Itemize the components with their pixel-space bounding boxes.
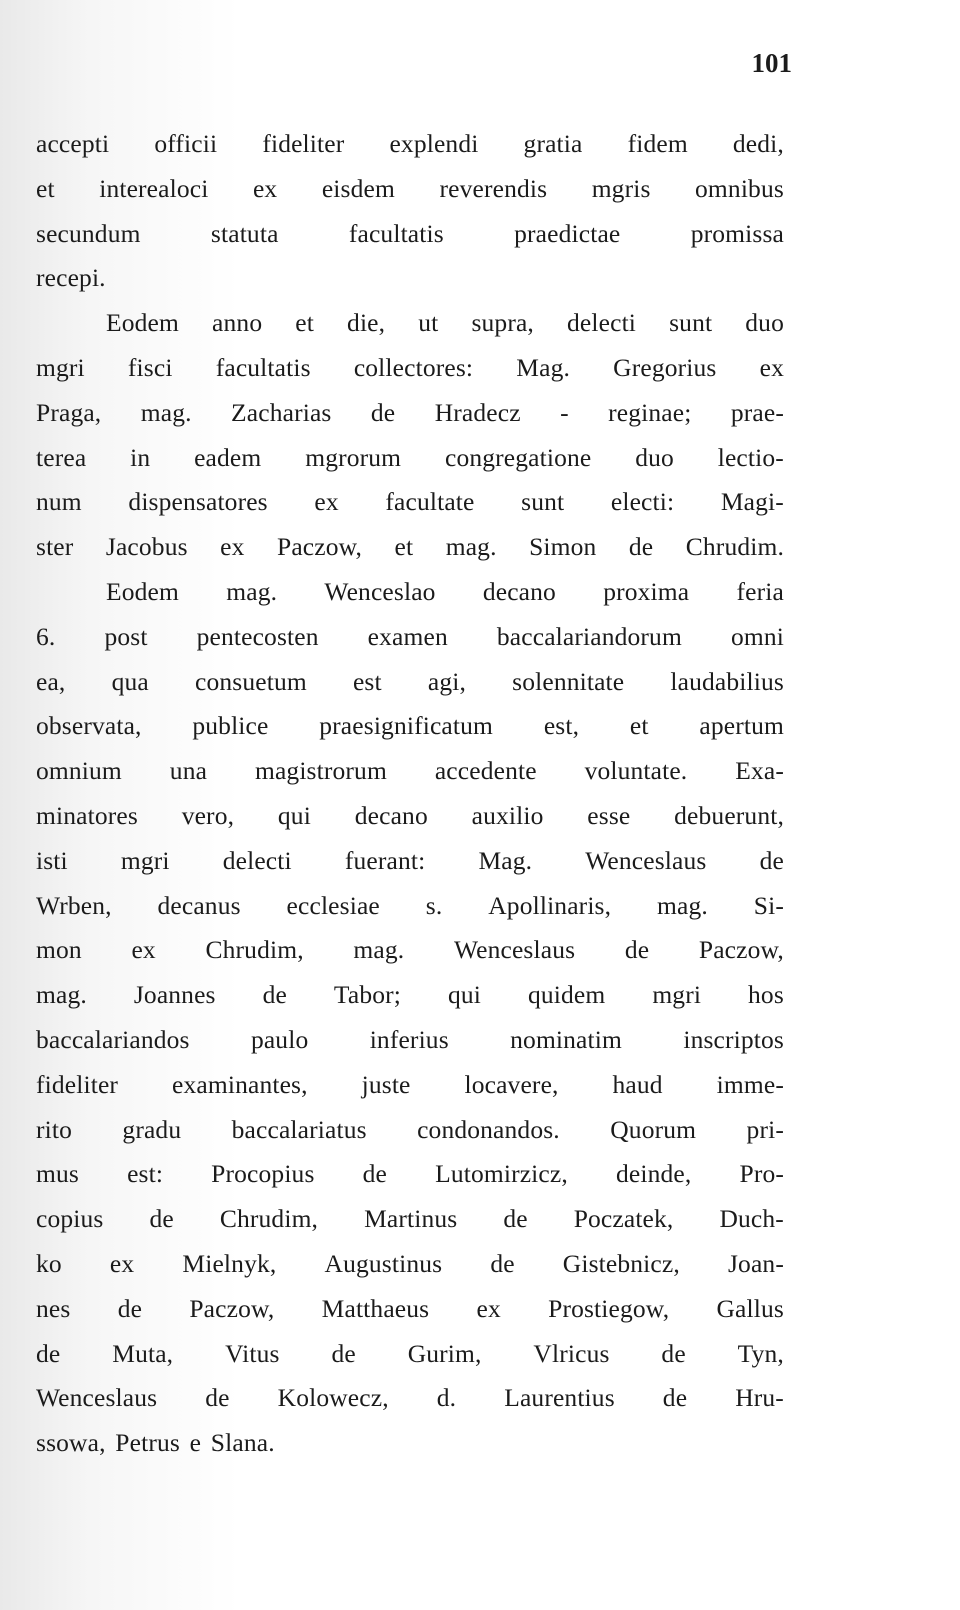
word: Gallus xyxy=(716,1293,784,1323)
word: dispensatores xyxy=(128,487,268,517)
word: consuetum xyxy=(195,666,307,696)
word: delecti xyxy=(222,845,292,875)
word: explendi xyxy=(389,129,479,158)
word: observata, xyxy=(36,711,142,741)
word: reverendis xyxy=(439,173,548,203)
word: vero, xyxy=(181,800,235,830)
word: congregatione xyxy=(444,442,592,472)
word: Gistebnicz, xyxy=(562,1248,680,1278)
text-line xyxy=(36,167,784,212)
word: facultatis xyxy=(348,218,444,248)
word: de xyxy=(362,1159,387,1189)
word: laudabilius xyxy=(670,666,784,696)
word: Wenceslao xyxy=(324,576,436,606)
word: ster xyxy=(36,532,74,562)
word: decano xyxy=(482,576,556,606)
word: est xyxy=(352,666,382,696)
word: quidem xyxy=(527,980,606,1010)
word: praedictae xyxy=(514,218,621,248)
word: facultate xyxy=(385,487,475,517)
word: officii xyxy=(154,129,218,158)
word: Mag. xyxy=(516,352,570,382)
word: recepi. xyxy=(36,263,106,293)
word: deinde, xyxy=(615,1159,692,1189)
word: mag. xyxy=(36,980,87,1010)
word: terea xyxy=(36,442,87,472)
word: Tyn, xyxy=(737,1338,784,1368)
word: ex xyxy=(131,935,156,965)
word: ex xyxy=(109,1248,135,1278)
word: gratia xyxy=(523,129,583,158)
word: isti xyxy=(36,845,68,875)
word: d. xyxy=(436,1383,457,1413)
word: et xyxy=(295,308,314,338)
word: Wenceslaus xyxy=(453,935,576,965)
text-line xyxy=(36,301,784,346)
word: eadem xyxy=(194,442,262,472)
word: Paczow, xyxy=(189,1293,275,1323)
word: Wrben, xyxy=(36,890,112,920)
word: Joannes xyxy=(133,980,216,1010)
word: et xyxy=(629,711,649,741)
word: publice xyxy=(192,711,269,741)
word: mag. xyxy=(226,576,278,606)
word: mgri xyxy=(120,845,170,875)
word: Si- xyxy=(753,890,784,920)
word: ssowa, xyxy=(36,1428,106,1458)
word: sunt xyxy=(669,308,713,338)
word: Tabor; xyxy=(333,980,402,1010)
word: mgris xyxy=(591,173,651,203)
text-line xyxy=(36,1063,784,1108)
word: Eodem xyxy=(106,308,179,338)
word: inscriptos xyxy=(683,1024,784,1054)
word: secundum xyxy=(36,218,141,248)
word: omni xyxy=(730,621,784,651)
word: paulo xyxy=(250,1024,309,1054)
text-line xyxy=(36,839,784,884)
word: Pro- xyxy=(739,1159,784,1189)
word: ut xyxy=(418,308,439,338)
text-line xyxy=(36,212,784,257)
word: qua xyxy=(111,666,149,696)
word: de xyxy=(117,1293,143,1323)
word: Poczatek, xyxy=(573,1204,674,1234)
word: mgrorum xyxy=(305,442,402,472)
text-line xyxy=(36,1421,784,1466)
word: de xyxy=(759,845,784,875)
word: de xyxy=(628,532,654,562)
word: magistrorum xyxy=(254,756,387,786)
word: Vlricus xyxy=(533,1338,610,1368)
word: fisci xyxy=(127,352,173,382)
word: Hradecz xyxy=(434,397,521,427)
word: qui xyxy=(447,980,482,1010)
word: in xyxy=(130,442,151,472)
word: Quorum xyxy=(610,1114,697,1144)
word: mag. xyxy=(445,532,497,562)
word: prae- xyxy=(730,397,784,427)
word: esse xyxy=(587,800,631,830)
word: Wenceslaus xyxy=(36,1383,158,1413)
word: accepti xyxy=(36,129,110,158)
word: baccalariandorum xyxy=(496,621,682,651)
word: est: xyxy=(127,1159,164,1189)
word: est, xyxy=(543,711,580,741)
text-line xyxy=(36,660,784,705)
word: Matthaeus xyxy=(321,1293,430,1323)
word: fideliter xyxy=(262,129,345,158)
word: Hru- xyxy=(735,1383,784,1413)
word: inferius xyxy=(369,1024,449,1054)
word: ex xyxy=(220,532,245,562)
word: mgri xyxy=(36,352,85,382)
word: Prostiegow, xyxy=(548,1293,670,1323)
word: fuerant: xyxy=(344,845,426,875)
word: Paczow, xyxy=(277,532,363,562)
word: post xyxy=(104,621,148,651)
word: minatores xyxy=(36,800,138,830)
word: de xyxy=(205,1383,230,1413)
word: de xyxy=(36,1338,61,1368)
text-line xyxy=(36,122,784,167)
word: auxilio xyxy=(471,800,544,830)
word: ex xyxy=(314,487,339,517)
word: pentecosten xyxy=(196,621,319,651)
text-line xyxy=(36,346,784,391)
word: una xyxy=(169,756,208,786)
word: Magi- xyxy=(720,487,784,517)
word: Eodem xyxy=(106,576,179,606)
word: collectores: xyxy=(353,352,474,382)
text-line xyxy=(36,928,784,973)
page-number: 101 xyxy=(751,48,792,78)
word: facultatis xyxy=(215,352,311,382)
word: et xyxy=(36,173,55,203)
word: solennitate xyxy=(512,666,625,696)
word: condonandos. xyxy=(417,1114,560,1144)
word: Wenceslaus xyxy=(585,845,707,875)
word: supra, xyxy=(471,308,534,338)
word: ea, xyxy=(36,666,66,696)
word: Vitus xyxy=(225,1338,280,1368)
word: s. xyxy=(425,890,443,920)
word: ecclesiae xyxy=(286,890,380,920)
word: Slana. xyxy=(210,1428,275,1458)
word: Mag. xyxy=(478,845,533,875)
word: decanus xyxy=(157,890,241,920)
text-line xyxy=(36,480,784,525)
word: reginae; xyxy=(608,397,692,427)
text-line xyxy=(36,256,784,301)
word: baccalariandos xyxy=(36,1024,190,1054)
word: et xyxy=(394,532,414,562)
word: die, xyxy=(347,308,386,338)
word: imme- xyxy=(716,1069,784,1099)
word: omnibus xyxy=(695,173,784,203)
text-line xyxy=(36,1332,784,1377)
word: ex xyxy=(759,352,784,382)
word: eisdem xyxy=(321,173,395,203)
word: sunt xyxy=(521,487,565,517)
word: nes xyxy=(36,1293,71,1323)
text-line xyxy=(36,1242,784,1287)
body-text xyxy=(36,122,784,1466)
word: Mielnyk, xyxy=(182,1248,277,1278)
word: Muta, xyxy=(112,1338,174,1368)
word: Gurim, xyxy=(407,1338,482,1368)
word: de xyxy=(490,1248,515,1278)
word: Duch- xyxy=(719,1204,784,1234)
word: Laurentius xyxy=(504,1383,615,1413)
word: proxima xyxy=(603,576,690,606)
word: duo xyxy=(745,308,784,338)
word: Kolowecz, xyxy=(277,1383,389,1413)
word: 6. xyxy=(36,621,56,651)
word: examinantes, xyxy=(172,1069,308,1099)
word: debuerunt, xyxy=(674,800,784,830)
text-line xyxy=(36,973,784,1018)
text-line xyxy=(36,570,784,615)
word: Jacobus xyxy=(105,532,188,562)
word: ko xyxy=(36,1248,62,1278)
word: de xyxy=(503,1204,528,1234)
word: Exa- xyxy=(735,756,784,786)
text-line xyxy=(36,704,784,749)
text-line xyxy=(36,1152,784,1197)
text-line xyxy=(36,1018,784,1063)
word: Lutomirzicz, xyxy=(435,1159,568,1189)
word: mag. xyxy=(140,397,192,427)
text-line xyxy=(36,1287,784,1332)
word: locavere, xyxy=(464,1069,559,1099)
word: e xyxy=(189,1428,202,1458)
word: de xyxy=(370,397,396,427)
text-line xyxy=(36,1197,784,1242)
word: voluntate. xyxy=(584,756,688,786)
word: agi, xyxy=(427,666,467,696)
word: statuta xyxy=(210,218,279,248)
word: haud xyxy=(612,1069,663,1099)
word: de xyxy=(624,935,650,965)
word: Paczow, xyxy=(698,935,784,965)
word: nominatim xyxy=(510,1024,622,1054)
text-line xyxy=(36,884,784,929)
text-line xyxy=(36,525,784,570)
word: Zacharias xyxy=(231,397,332,427)
word: decano xyxy=(354,800,428,830)
word: de xyxy=(331,1338,356,1368)
word: Procopius xyxy=(211,1159,315,1189)
word: Apollinaris, xyxy=(488,890,612,920)
word: Simon xyxy=(529,532,597,562)
word: Chrudim, xyxy=(205,935,304,965)
text-line xyxy=(36,1376,784,1421)
word: omnium xyxy=(36,756,122,786)
word: accedente xyxy=(434,756,537,786)
word: interealoci xyxy=(99,173,209,203)
text-line xyxy=(36,436,784,481)
word: lectio- xyxy=(717,442,784,472)
word: fideliter xyxy=(36,1069,119,1099)
word: Martinus xyxy=(364,1204,458,1234)
word: de xyxy=(662,1383,688,1413)
word: mon xyxy=(36,935,82,965)
word: Praga, xyxy=(36,397,102,427)
text-line xyxy=(36,749,784,794)
word: qui xyxy=(277,800,311,830)
word: electi: xyxy=(610,487,675,517)
word: mag. xyxy=(353,935,405,965)
word: hos xyxy=(748,980,784,1010)
word: delecti xyxy=(567,308,637,338)
word: - xyxy=(560,397,569,427)
word: rito xyxy=(36,1114,73,1144)
word: feria xyxy=(736,576,784,606)
word: Chrudim, xyxy=(219,1204,319,1234)
word: ex xyxy=(252,173,278,203)
word: fidem xyxy=(627,129,688,158)
word: Joan- xyxy=(727,1248,784,1278)
text-line xyxy=(36,1108,784,1153)
word: mus xyxy=(36,1159,79,1189)
word: mgri xyxy=(652,980,702,1010)
word: de xyxy=(149,1204,174,1234)
word: de xyxy=(262,980,287,1010)
word: Gregorius xyxy=(613,352,717,382)
word: mag. xyxy=(657,890,708,920)
word: dedi, xyxy=(732,129,784,158)
word: gradu xyxy=(122,1114,182,1144)
word: baccalariatus xyxy=(231,1114,367,1144)
word: praesignificatum xyxy=(319,711,494,741)
word: Chrudim. xyxy=(685,532,784,562)
word: de xyxy=(661,1338,686,1368)
word: copius xyxy=(36,1204,104,1234)
word: duo xyxy=(635,442,674,472)
word: anno xyxy=(212,308,263,338)
text-line xyxy=(36,391,784,436)
word: pri- xyxy=(746,1114,784,1144)
word: examen xyxy=(367,621,448,651)
word: apertum xyxy=(699,711,784,741)
word: Petrus xyxy=(115,1428,180,1458)
word: juste xyxy=(361,1069,411,1099)
text-line xyxy=(36,794,784,839)
word: ex xyxy=(476,1293,501,1323)
word: promissa xyxy=(690,218,784,248)
text-line xyxy=(36,615,784,660)
word: Augustinus xyxy=(324,1248,443,1278)
word: num xyxy=(36,487,82,517)
